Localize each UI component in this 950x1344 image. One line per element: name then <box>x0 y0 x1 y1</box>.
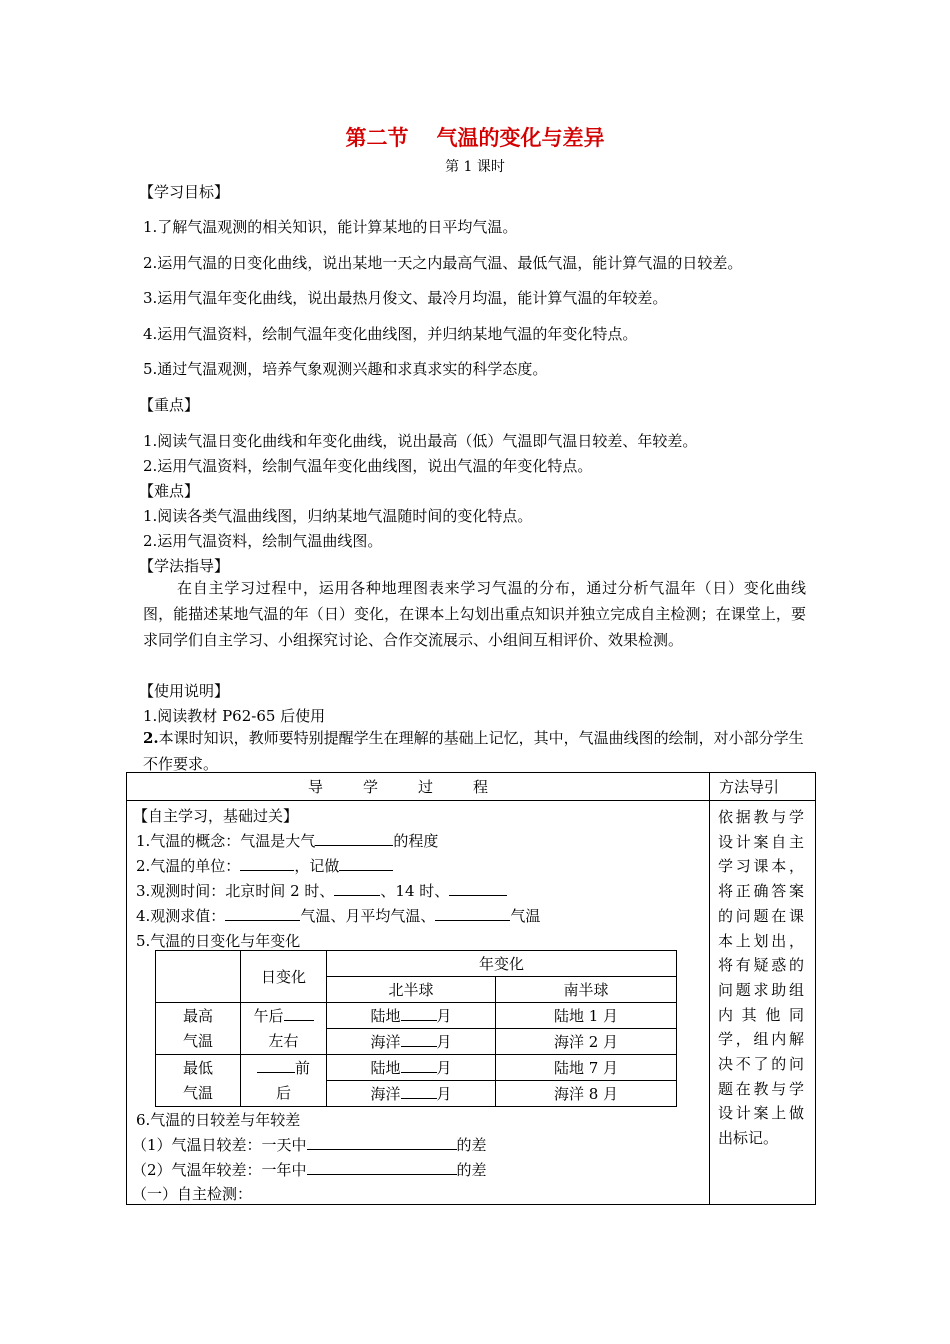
header-daily: 日变化 <box>241 951 327 1003</box>
cell-text: 陆地 <box>370 1007 401 1025</box>
fill-blank[interactable] <box>257 1058 295 1073</box>
header-annual: 年变化 <box>327 951 677 977</box>
question-4 <box>136 905 540 926</box>
difficulty-item: 1.阅读各类气温曲线图，归纳某地气温随时间的变化特点。 <box>143 507 533 525</box>
difficulty-item: 2.运用气温资料，绘制气温曲线图。 <box>143 532 383 550</box>
header-method-guide: 方法导引 <box>719 778 780 796</box>
max-south-land: 陆地 1 月 <box>496 1003 677 1029</box>
q6-2-text: （2）气温年较差：一年中 <box>132 1161 307 1179</box>
q3-text-mid: 、14 时、 <box>380 882 450 900</box>
cell-text: 海洋 <box>370 1085 401 1103</box>
method-heading: 【学法指导】 <box>139 557 230 575</box>
q1-text: 1.气温的概念：气温是大气 <box>136 832 316 850</box>
objective-item: 2.运用气温的日变化曲线，说出某地一天之内最高气温、最低气温，能计算气温的日较差。 <box>143 254 743 272</box>
header-learning-process: 导学过程 <box>307 778 528 796</box>
column-divider <box>709 773 710 1204</box>
min-south-sea: 海洋 8 月 <box>496 1081 677 1107</box>
min-daily-text: 前 <box>294 1058 310 1077</box>
row-label-min <box>156 1055 241 1107</box>
usage-item-2-number: 2. <box>143 729 159 747</box>
q1-text-end: 的程度 <box>393 832 439 850</box>
header-divider <box>127 800 815 801</box>
cell-text: 海洋 <box>370 1033 401 1051</box>
question-1 <box>136 830 438 851</box>
q2-text-mid: ，记做 <box>294 857 340 875</box>
title-section: 第二节 <box>345 126 409 150</box>
usage-item-2-text: 本课时知识，教师要特别提醒学生在理解的基础上记忆，其中，气温曲线图的绘制，对小部分学生不作要求。 <box>143 729 804 773</box>
max-daily-text: 午后 <box>253 1006 284 1025</box>
question-2 <box>136 855 393 876</box>
fill-blank[interactable] <box>307 1135 457 1150</box>
difficulties-heading: 【难点】 <box>139 482 200 500</box>
max-north-sea <box>327 1029 496 1055</box>
cell-month: 月 <box>436 1085 452 1103</box>
fill-blank[interactable] <box>435 906 510 921</box>
fill-blank[interactable] <box>315 831 393 846</box>
objective-item: 5.通过气温观测，培养气象观测兴趣和求真求实的科学态度。 <box>143 360 548 378</box>
fill-blank[interactable] <box>449 881 507 896</box>
fill-blank[interactable] <box>401 1006 437 1021</box>
objective-item: 1.了解气温观测的相关知识，能计算某地的日平均气温。 <box>143 218 518 236</box>
fill-blank[interactable] <box>240 856 294 871</box>
key-points-heading: 【重点】 <box>139 396 200 414</box>
q4-text-end: 气温 <box>510 907 541 925</box>
max-daily-text-2: 左右 <box>268 1031 299 1050</box>
max-daily-cell <box>241 1003 327 1055</box>
fill-blank[interactable] <box>225 906 300 921</box>
fill-blank[interactable] <box>401 1084 437 1099</box>
objective-item: 3.运用气温年变化曲线，说出最热月俊文、最冷月均温，能计算气温的年较差。 <box>143 289 668 307</box>
question-6: 6.气温的日较差与年较差 <box>136 1111 301 1129</box>
cell-month: 月 <box>436 1033 452 1051</box>
key-point-item: 2.运用气温资料，绘制气温年变化曲线图，说出气温的年变化特点。 <box>143 457 593 475</box>
cell-month: 月 <box>436 1007 452 1025</box>
question-3 <box>136 880 507 901</box>
header-south: 南半球 <box>496 977 677 1003</box>
lesson-number: 第 1 课时 <box>445 159 505 175</box>
max-south-sea: 海洋 2 月 <box>496 1029 677 1055</box>
temperature-variation-table <box>155 950 677 1107</box>
page-title <box>0 122 950 152</box>
row-label-max <box>156 1003 241 1055</box>
header-north: 北半球 <box>327 977 496 1003</box>
method-paragraph: 在自主学习过程中，运用各种地理图表来学习气温的分布，通过分析气温年（日）变化曲线图，能描述某地气温的年（日）变化，在课本上勾划出重点知识并独立完成自主检测；在课堂上，要求同学们自主学习、小组探究讨论、合作交流展示、小组间互相评价、效果检测。 <box>143 579 806 649</box>
corner-cell <box>156 951 241 1003</box>
fill-blank[interactable] <box>401 1058 437 1073</box>
title-topic: 气温的变化与差异 <box>436 126 605 150</box>
min-south-land: 陆地 7 月 <box>496 1055 677 1081</box>
fill-blank[interactable] <box>334 881 380 896</box>
min-north-sea <box>327 1081 496 1107</box>
key-point-item: 1.阅读气温日变化曲线和年变化曲线，说出最高（低）气温即气温日较差、年较差。 <box>143 432 698 450</box>
question-5: 5.气温的日变化与年变化 <box>136 932 301 950</box>
usage-item-1: 1.阅读教材 P62-65 后使用 <box>143 707 326 725</box>
q2-text: 2.气温的单位： <box>136 857 241 875</box>
min-label-line2: 气温 <box>182 1083 213 1102</box>
self-study-heading: 【自主学习，基础过关】 <box>133 807 299 825</box>
cell-text: 陆地 <box>370 1059 401 1077</box>
question-6-2 <box>132 1159 487 1180</box>
min-daily-cell <box>241 1055 327 1107</box>
fill-blank[interactable] <box>339 856 393 871</box>
max-label-line2: 气温 <box>182 1031 213 1050</box>
usage-item-2 <box>143 725 806 777</box>
objectives-heading: 【学习目标】 <box>139 183 230 201</box>
max-north-land <box>327 1003 496 1029</box>
cell-month: 月 <box>436 1059 452 1077</box>
fill-blank[interactable] <box>401 1032 437 1047</box>
min-daily-text-2: 后 <box>275 1083 291 1102</box>
q4-text-mid: 气温、月平均气温、 <box>300 907 436 925</box>
max-label-line1: 最高 <box>182 1006 213 1025</box>
q6-1-text: （1）气温日较差：一天中 <box>132 1136 307 1154</box>
question-6-1 <box>132 1134 487 1155</box>
q3-text: 3.观测时间：北京时间 2 时、 <box>136 882 335 900</box>
min-north-land <box>327 1055 496 1081</box>
q6-1-text-end: 的差 <box>456 1136 487 1154</box>
method-guide-text: 依据教与学设计案自主学习课本，将正确答案的问题在课本上划出，将有疑惑的问题求助组内其他同学，组内解决不了的问题在教与学设计案上做出标记。 <box>718 808 804 1148</box>
fill-blank[interactable] <box>307 1160 457 1175</box>
usage-heading: 【使用说明】 <box>139 682 230 700</box>
self-check-heading: （一）自主检测： <box>132 1185 253 1203</box>
q4-text: 4.观测求值： <box>136 907 226 925</box>
min-label-line1: 最低 <box>182 1058 213 1077</box>
q6-2-text-end: 的差 <box>456 1161 487 1179</box>
objective-item: 4.运用气温资料，绘制气温年变化曲线图，并归纳某地气温的年变化特点。 <box>143 325 638 343</box>
fill-blank[interactable] <box>284 1006 314 1021</box>
